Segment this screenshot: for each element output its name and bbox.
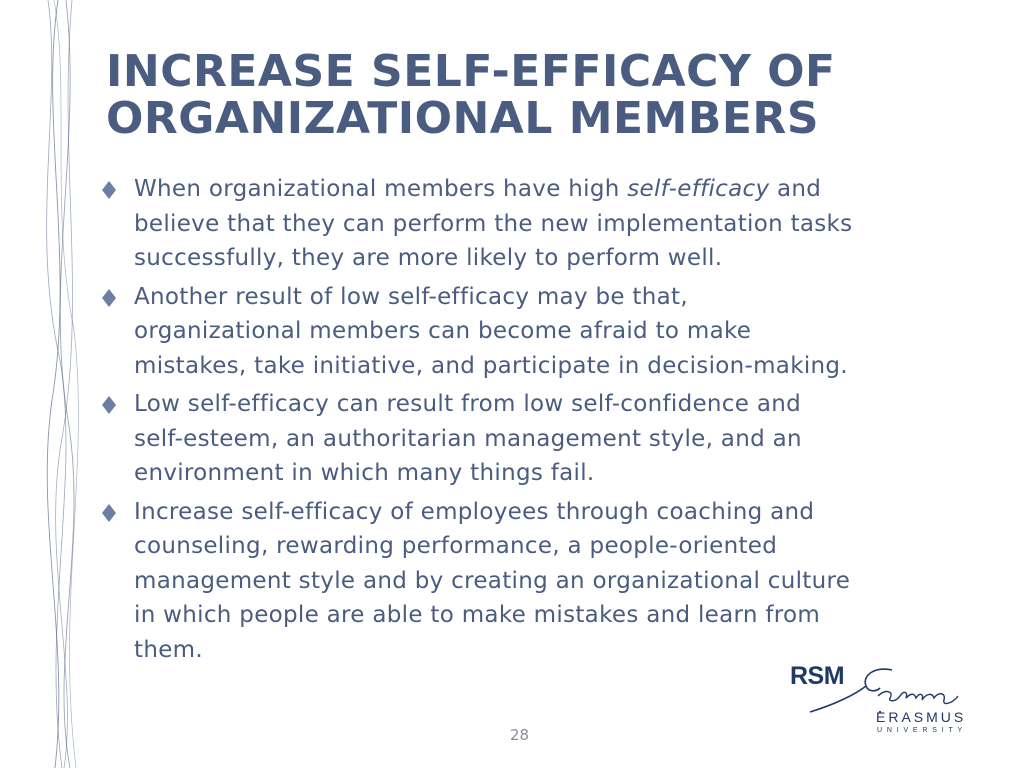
- bullet-text-line: Increase self-efficacy of employees through coaching and: [134, 498, 815, 525]
- bullet-list: [100, 172, 1000, 671]
- erasmus-rsm-logo: [786, 662, 976, 742]
- bullet-text-line: self-esteem, an authoritarian management style, and an: [134, 425, 802, 452]
- bullet-text-line: management style and by creating an organizational culture: [134, 567, 851, 594]
- bullet-text-line: successfully, they are more likely to perform well.: [134, 245, 723, 271]
- page-number: 28: [510, 726, 530, 744]
- bullet-text-line: Low self-efficacy can result from low self-confidence and: [134, 391, 801, 417]
- bullet-item: [100, 495, 1000, 668]
- bullet-text-line: believe that they can perform the new implementation tasks: [134, 210, 853, 237]
- bullet-text-line: counseling, rewarding performance, a people-oriented: [134, 533, 778, 559]
- emphasis-text: self-efficacy: [627, 176, 770, 202]
- diamond-bullet-icon: [102, 504, 116, 522]
- bullet-item: [100, 172, 1000, 276]
- bullet-text-line: mistakes, take initiative, and participate in decision-making.: [134, 352, 848, 379]
- bullet-item: [100, 280, 1000, 384]
- diamond-bullet-icon: [102, 396, 116, 414]
- bullet-text-line: them.: [134, 636, 203, 663]
- diamond-bullet-icon: [102, 181, 116, 199]
- bullet-text-segment: When organizational members have high: [134, 176, 628, 202]
- bullet-text-line: organizational members can become afraid to make: [134, 318, 752, 344]
- bullet-text-line: in which people are able to make mistakes and learn from: [134, 602, 821, 628]
- bullet-item: [100, 387, 1000, 491]
- bullet-text-line: [134, 172, 1000, 207]
- bullet-text-line: Another result of low self-efficacy may be that,: [134, 283, 688, 310]
- title-line: INCREASE SELF-EFFICACY OF: [106, 46, 836, 97]
- bullet-text-segment: and: [769, 176, 822, 202]
- slide-title: [106, 48, 1006, 142]
- logo-erasmus-text: ERASMUS: [876, 709, 967, 725]
- logo-university-text: UNIVERSITY: [877, 727, 968, 734]
- diamond-bullet-icon: [102, 289, 116, 307]
- title-line: ORGANIZATIONAL MEMBERS: [106, 93, 820, 144]
- bullet-text-line: environment in which many things fail.: [134, 460, 595, 486]
- logo-rsm-text: RSM: [790, 662, 845, 690]
- decorative-curves: [0, 0, 100, 768]
